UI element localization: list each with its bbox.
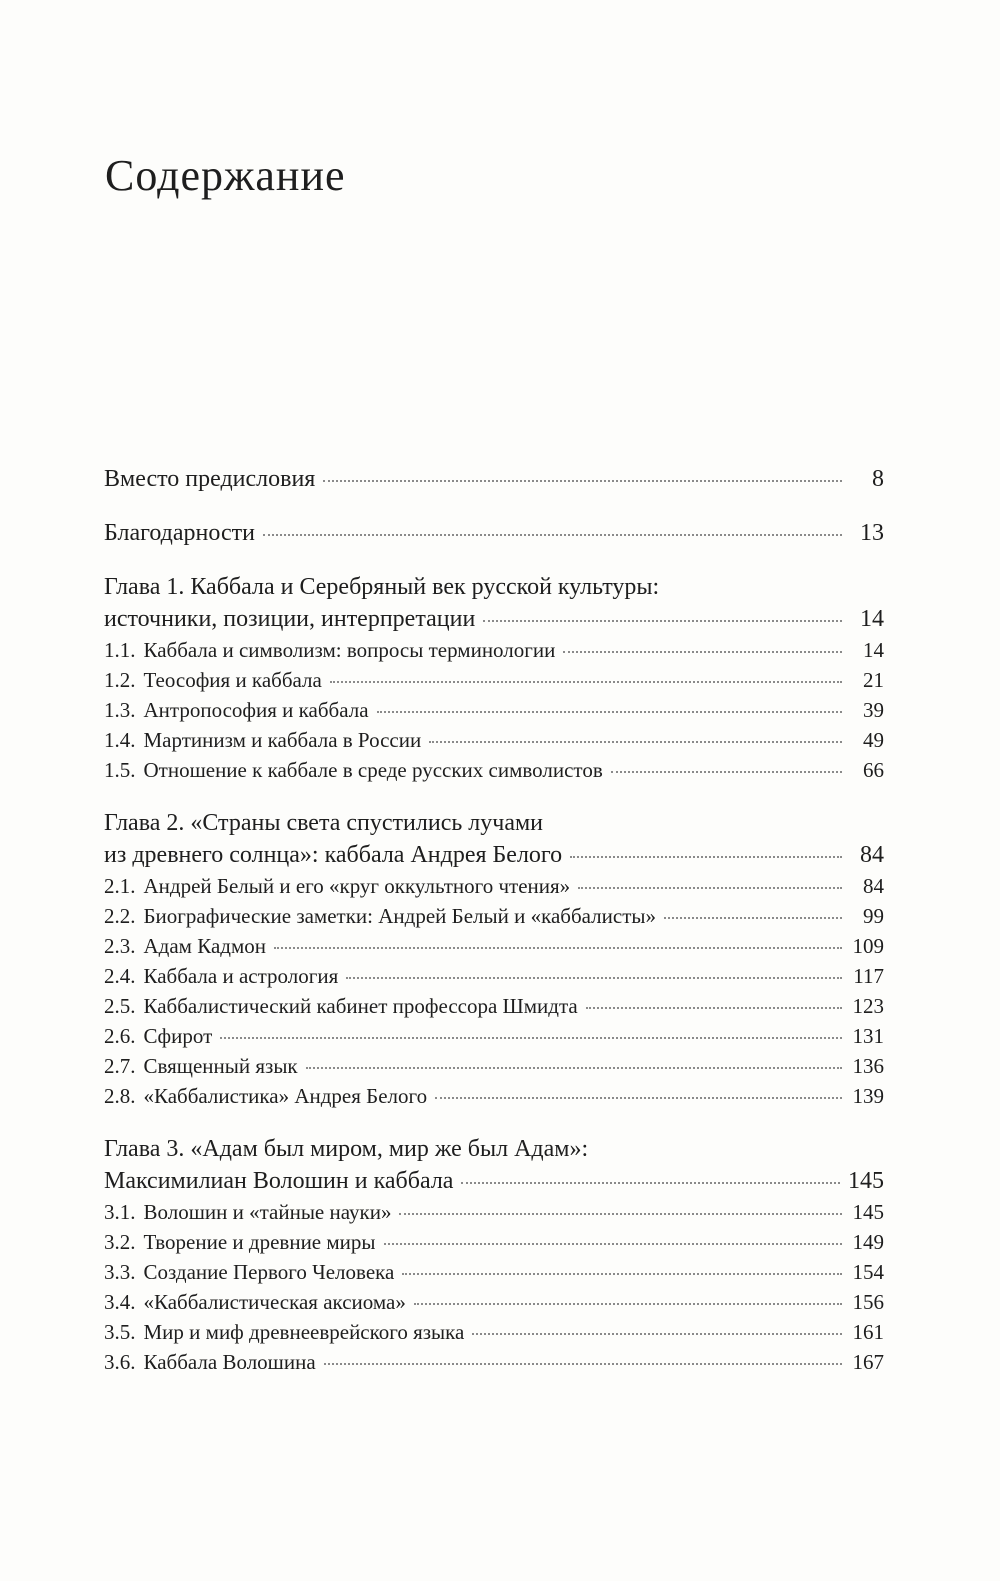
- section-number: 1.4.: [104, 728, 136, 752]
- table-of-contents: [104, 463, 884, 1399]
- dot-leader: [578, 887, 842, 889]
- section-label: Волошин и «тайные науки»: [143, 1200, 392, 1224]
- toc-page-number: 8: [872, 466, 884, 492]
- section-number: 3.1.: [104, 1200, 136, 1224]
- chapter-title-text: Максимилиан Волошин и каббала: [104, 1168, 454, 1194]
- section-label: Биографические заметки: Андрей Белый и «каббалисты»: [143, 904, 656, 928]
- chapter-title-text: источники, позиции, интерпретации: [104, 606, 476, 632]
- section-label: Создание Первого Человека: [143, 1260, 395, 1284]
- section-label: Отношение к каббале в среде русских символистов: [143, 758, 603, 782]
- toc-entry-label: Вместо предисловия: [104, 466, 316, 492]
- section-number: 2.7.: [104, 1054, 136, 1078]
- toc-entry-foreword[interactable]: [104, 463, 884, 495]
- section-number: 2.8.: [104, 1084, 136, 1108]
- toc-page-number: 109: [852, 934, 884, 958]
- toc-section[interactable]: [104, 635, 884, 665]
- dot-leader: [324, 1363, 842, 1365]
- dot-leader: [220, 1037, 842, 1039]
- dot-leader: [346, 977, 842, 979]
- toc-page-number: 139: [852, 1084, 884, 1108]
- toc-entry-label: Благодарности: [104, 520, 255, 546]
- toc-section[interactable]: [104, 1287, 884, 1317]
- toc-page-number: 99: [863, 904, 884, 928]
- chapter-3: [104, 1133, 884, 1377]
- section-label: Каббала Волошина: [143, 1350, 316, 1374]
- toc-section[interactable]: [104, 695, 884, 725]
- toc-page-number: 156: [852, 1290, 884, 1314]
- dot-leader: [399, 1213, 842, 1215]
- section-number: 2.4.: [104, 964, 136, 988]
- section-number: 1.2.: [104, 668, 136, 692]
- toc-section[interactable]: [104, 1081, 884, 1111]
- section-label: Священный язык: [143, 1054, 298, 1078]
- dot-leader: [563, 651, 842, 653]
- section-label: Творение и древние миры: [143, 1230, 376, 1254]
- toc-page-number: 154: [852, 1260, 884, 1284]
- section-number: 3.3.: [104, 1260, 136, 1284]
- dot-leader: [306, 1067, 842, 1069]
- toc-page-number: 117: [853, 964, 884, 988]
- toc-page-number: 131: [852, 1024, 884, 1048]
- section-label: «Каббалистика» Андрея Белого: [143, 1084, 428, 1108]
- toc-page-number: 14: [860, 606, 884, 632]
- section-label: Антропософия и каббала: [143, 698, 369, 722]
- dot-leader: [384, 1243, 842, 1245]
- section-label: Андрей Белый и его «круг оккультного чтения»: [143, 874, 571, 898]
- toc-page-number: 49: [863, 728, 884, 752]
- toc-page-number: 13: [860, 520, 884, 546]
- toc-page-number: 123: [852, 994, 884, 1018]
- toc-section[interactable]: [104, 931, 884, 961]
- toc-page-number: 21: [863, 668, 884, 692]
- dot-leader: [435, 1097, 842, 1099]
- section-number: 3.6.: [104, 1350, 136, 1374]
- section-label: Адам Кадмон: [143, 934, 266, 958]
- toc-page-number: 136: [852, 1054, 884, 1078]
- toc-page-number: 145: [852, 1200, 884, 1224]
- dot-leader: [472, 1333, 842, 1335]
- section-label: Мартинизм и каббала в России: [143, 728, 422, 752]
- toc-section[interactable]: [104, 1197, 884, 1227]
- toc-page-number: 161: [852, 1320, 884, 1344]
- dot-leader: [586, 1007, 842, 1009]
- section-number: 2.6.: [104, 1024, 136, 1048]
- chapter-title-text: из древнего солнца»: каббала Андрея Белого: [104, 842, 563, 868]
- section-label: Каббала и символизм: вопросы терминологии: [143, 638, 556, 662]
- chapter-title-line1[interactable]: Глава 1. Каббала и Серебряный век русской культуры:: [104, 574, 660, 600]
- dot-leader: [323, 480, 842, 482]
- toc-section[interactable]: [104, 1347, 884, 1377]
- chapter-title-line2[interactable]: [104, 1165, 884, 1197]
- toc-section[interactable]: [104, 725, 884, 755]
- section-number: 2.5.: [104, 994, 136, 1018]
- section-number: 3.4.: [104, 1290, 136, 1314]
- toc-page-number: 167: [852, 1350, 884, 1374]
- toc-section[interactable]: [104, 961, 884, 991]
- section-number: 3.5.: [104, 1320, 136, 1344]
- section-label: Каббалистический кабинет профессора Шмидта: [143, 994, 578, 1018]
- chapter-title-line1[interactable]: Глава 3. «Адам был миром, мир же был Адам»:: [104, 1136, 589, 1162]
- section-label: Теософия и каббала: [143, 668, 322, 692]
- toc-page-number: 84: [860, 842, 884, 868]
- section-label: Сфирот: [143, 1024, 213, 1048]
- dot-leader: [263, 534, 842, 536]
- section-number: 2.1.: [104, 874, 136, 898]
- chapter-title-line2[interactable]: [104, 839, 884, 871]
- toc-section[interactable]: [104, 871, 884, 901]
- toc-page-number: 14: [863, 638, 884, 662]
- dot-leader: [330, 681, 842, 683]
- toc-page-number: 149: [852, 1230, 884, 1254]
- dot-leader: [402, 1273, 842, 1275]
- toc-page-number: 145: [848, 1168, 884, 1194]
- toc-page-number: 84: [863, 874, 884, 898]
- toc-section[interactable]: [104, 1227, 884, 1257]
- toc-section[interactable]: [104, 1257, 884, 1287]
- chapter-title-line1[interactable]: Глава 2. «Страны света спустились лучами: [104, 810, 544, 836]
- section-label: «Каббалистическая аксиома»: [143, 1290, 406, 1314]
- section-label: Мир и миф древнееврейского языка: [143, 1320, 465, 1344]
- toc-page-number: 66: [863, 758, 884, 782]
- toc-section[interactable]: [104, 901, 884, 931]
- dot-leader: [611, 771, 842, 773]
- toc-section[interactable]: [104, 755, 884, 785]
- toc-entry-acknowledgements[interactable]: [104, 517, 884, 549]
- dot-leader: [377, 711, 842, 713]
- section-number: 1.1.: [104, 638, 136, 662]
- dot-leader: [570, 856, 842, 858]
- chapter-2: [104, 807, 884, 1111]
- section-label: Каббала и астрология: [143, 964, 339, 988]
- dot-leader: [664, 917, 842, 919]
- dot-leader: [414, 1303, 842, 1305]
- chapter-1: [104, 571, 884, 785]
- toc-section[interactable]: [104, 1051, 884, 1081]
- toc-section[interactable]: [104, 665, 884, 695]
- dot-leader: [429, 741, 842, 743]
- toc-section[interactable]: [104, 1317, 884, 1347]
- section-number: 3.2.: [104, 1230, 136, 1254]
- toc-section[interactable]: [104, 1021, 884, 1051]
- dot-leader: [274, 947, 842, 949]
- toc-page-number: 39: [863, 698, 884, 722]
- section-number: 2.2.: [104, 904, 136, 928]
- dot-leader: [461, 1182, 840, 1184]
- section-number: 2.3.: [104, 934, 136, 958]
- page-title: Содержание: [105, 151, 346, 200]
- toc-section[interactable]: [104, 991, 884, 1021]
- chapter-title-line2[interactable]: [104, 603, 884, 635]
- section-number: 1.3.: [104, 698, 136, 722]
- section-number: 1.5.: [104, 758, 136, 782]
- dot-leader: [483, 620, 842, 622]
